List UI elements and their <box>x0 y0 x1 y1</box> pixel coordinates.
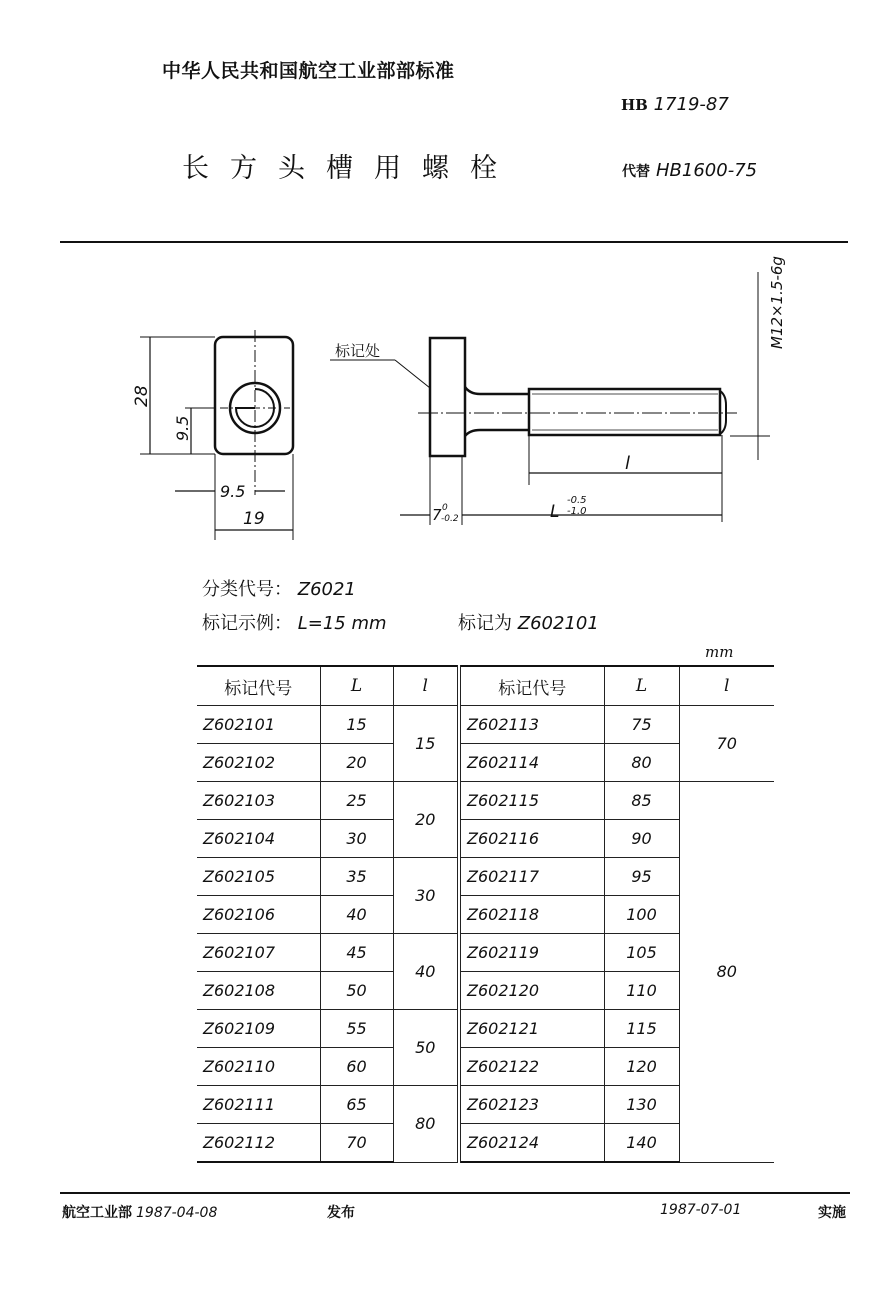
svg-text:19: 19 <box>243 509 265 529</box>
threaded-shank <box>529 389 720 435</box>
replaces-value: HB1600-75 <box>656 160 758 181</box>
dim-head-height: 28 <box>132 385 152 407</box>
standard-number <box>621 94 729 115</box>
effective-date: 1987-07-01 <box>660 1202 742 1218</box>
svg-text:7: 7 <box>432 506 442 524</box>
table-row: Z602107 45 40 Z602119 105 <box>197 934 774 972</box>
issue-date: 1987-04-08 <box>136 1205 218 1221</box>
footer-issue <box>62 1202 221 1222</box>
standard-code: 1719-87 <box>653 94 729 115</box>
footer-divider <box>60 1192 850 1194</box>
issue-label: 发布 <box>327 1205 355 1221</box>
marking-result: Z602101 <box>517 613 599 634</box>
marking-example-condition: L=15 mm <box>297 613 387 634</box>
head-front-view <box>215 337 293 454</box>
header-L: L <box>320 666 393 706</box>
svg-text:0: 0 <box>442 503 448 513</box>
issuer: 航空工业部 <box>62 1205 132 1221</box>
svg-text:l: l <box>625 453 631 474</box>
table-row: Z602101 15 15 Z602113 75 70 <box>197 706 774 744</box>
svg-text:M12×1.5-6g: M12×1.5-6g <box>768 256 786 349</box>
svg-text:标记处: 标记处 <box>335 342 381 360</box>
standard-prefix: HB <box>621 96 648 114</box>
head-side-view <box>430 338 465 456</box>
classification-code-line <box>202 575 356 601</box>
table-row: Z602106 40 Z602118 100 <box>197 896 774 934</box>
table-row: Z602111 65 80 Z602123 130 <box>197 1086 774 1124</box>
svg-text:L: L <box>550 502 560 522</box>
header-code: 标记代号 <box>459 666 604 706</box>
svg-text:9.5: 9.5 <box>220 482 246 501</box>
classification-code: Z6021 <box>297 579 356 600</box>
specification-table <box>197 665 774 1163</box>
effective-label: 实施 <box>818 1205 846 1221</box>
marking-result-label: 标记为 <box>458 613 513 634</box>
table-row: Z602102 20 Z602114 80 <box>197 744 774 782</box>
table-row: Z602108 50 Z602120 110 <box>197 972 774 1010</box>
classification-code-label: 分类代号： <box>202 579 292 600</box>
header-divider <box>60 241 848 243</box>
svg-text:9.5: 9.5 <box>173 415 192 441</box>
marking-example-label: 标记示例： <box>202 613 292 634</box>
replaces-label: 代替 <box>622 164 650 180</box>
table-row: Z602112 70 Z602124 140 <box>197 1124 774 1163</box>
header-l: l <box>679 666 774 706</box>
issuing-organization: 中华人民共和国航空工业部部标准 <box>162 60 455 82</box>
svg-text:-0.2: -0.2 <box>441 514 459 524</box>
table-row: Z602105 35 30 Z602117 95 <box>197 858 774 896</box>
header-l: l <box>393 666 459 706</box>
marking-example-line <box>202 609 599 635</box>
table-row: Z602109 55 50 Z602121 115 <box>197 1010 774 1048</box>
table-unit: mm <box>705 643 734 661</box>
table-row: Z602110 60 Z602122 120 <box>197 1048 774 1086</box>
header-L: L <box>604 666 679 706</box>
table-row: Z602103 25 20 Z602115 85 80 <box>197 782 774 820</box>
replaces-standard <box>622 160 757 181</box>
bolt-technical-drawing <box>120 255 800 555</box>
document-title: 长方头槽用螺栓 <box>182 153 518 184</box>
svg-text:-1.0: -1.0 <box>567 506 587 517</box>
header-code: 标记代号 <box>197 666 320 706</box>
table-row: Z602104 30 Z602116 90 <box>197 820 774 858</box>
table-header-row <box>197 666 774 706</box>
svg-text:-0.5: -0.5 <box>567 495 587 506</box>
